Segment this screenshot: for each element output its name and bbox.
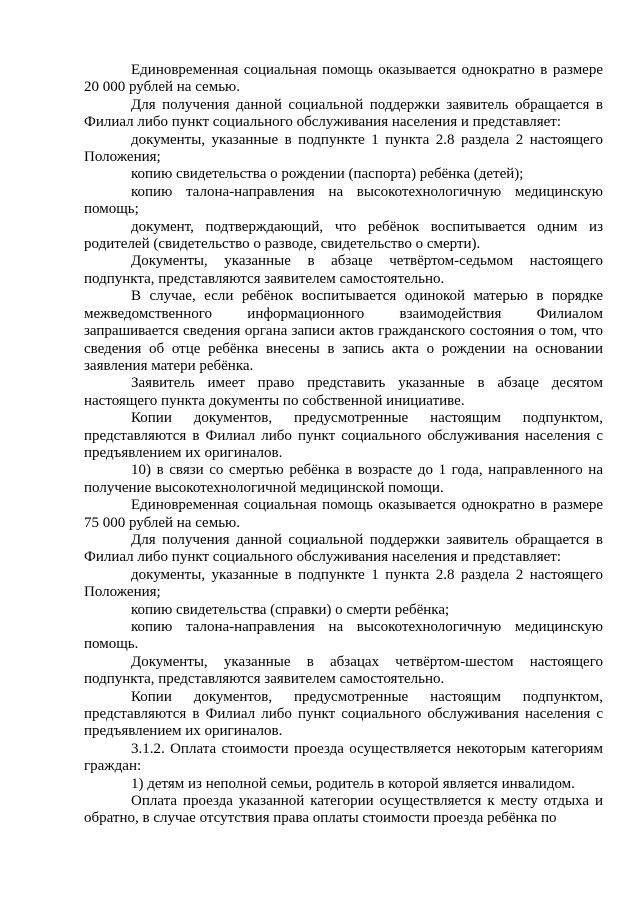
paragraph-13: Для получения данной социальной поддержки заявитель обращается в Филиал либо пункт социального обслуживания населения и представляет: — [84, 531, 603, 566]
paragraph-14: документы, указанные в подпункте 1 пункта 2.8 раздела 2 настоящего Положения; — [84, 566, 603, 601]
paragraph-8: В случае, если ребёнок воспитывается одинокой матерью в порядке межведомственного информационного взаимодействия Филиалом запрашивается сведения органа записи актов гражданского состояния о том, что сведения об отце ребёнка внесены в запись акта о рождении на основании заявления матери ребёнка. — [84, 288, 603, 374]
paragraph-12: Единовременная социальная помощь оказывается однократно в размере 75 000 рублей на семью. — [84, 497, 603, 531]
paragraph-9: Заявитель имеет право представить указанные в абзаце десятом настоящего пункта документы по собственной инициативе. — [84, 375, 603, 409]
paragraph-7: Документы, указанные в абзаце четвёртом-седьмом настоящего подпункта, представляются заявителем самостоятельно. — [84, 253, 603, 287]
paragraph-2: Для получения данной социальной поддержки заявитель обращается в Филиал либо пункт социального обслуживания населения и представляет: — [84, 96, 603, 131]
paragraph-20: 1) детям из неполной семьи, родитель в которой является инвалидом. — [131, 775, 575, 792]
paragraph-11: 10) в связи со смертью ребёнка в возрасте до 1 года, направленного на получение высокотехнологичной медицинской помощи. — [84, 462, 603, 496]
paragraph-10: Копии документов, предусмотренные настоящим подпунктом, представляются в Филиал либо пункт социального обслуживания населения с предъявлением их оригиналов. — [84, 410, 603, 461]
paragraph-3: документы, указанные в подпункте 1 пункта 2.8 раздела 2 настоящего Положения; — [84, 131, 603, 166]
paragraph-16: копию талона-направления на высокотехнологичную медицинскую помощь. — [84, 619, 603, 653]
paragraph-17: Документы, указанные в абзацах четвёртом-шестом настоящего подпункта, представляются заявителем самостоятельно. — [84, 653, 603, 688]
paragraph-1: Единовременная социальная помощь оказывается однократно в размере 20 000 рублей на семью. — [84, 62, 603, 96]
paragraph-5: копию талона-направления на высокотехнологичную медицинскую помощь; — [84, 183, 603, 218]
paragraph-6: документ, подтверждающий, что ребёнок воспитывается одним из родителей (свидетельство о разводе, свидетельство о смерти). — [84, 218, 603, 253]
paragraph-4: копию свидетельства о рождении (паспорта) ребёнка (детей); — [131, 166, 524, 183]
paragraph-21: Оплата проезда указанной категории осуществляется к месту отдыха и обратно, в случае отсутствия права оплаты стоимости проезда ребёнка по — [84, 793, 603, 827]
paragraph-19: 3.1.2. Оплата стоимости проезда осуществляется некоторым категориям граждан: — [84, 740, 603, 775]
document-page — [84, 62, 603, 828]
paragraph-15: копию свидетельства (справки) о смерти ребёнка; — [131, 601, 450, 618]
paragraph-18: Копии документов, предусмотренные настоящим подпунктом, представляются в Филиал либо пункт социального обслуживания населения с предъявлением их оригиналов. — [84, 688, 603, 740]
